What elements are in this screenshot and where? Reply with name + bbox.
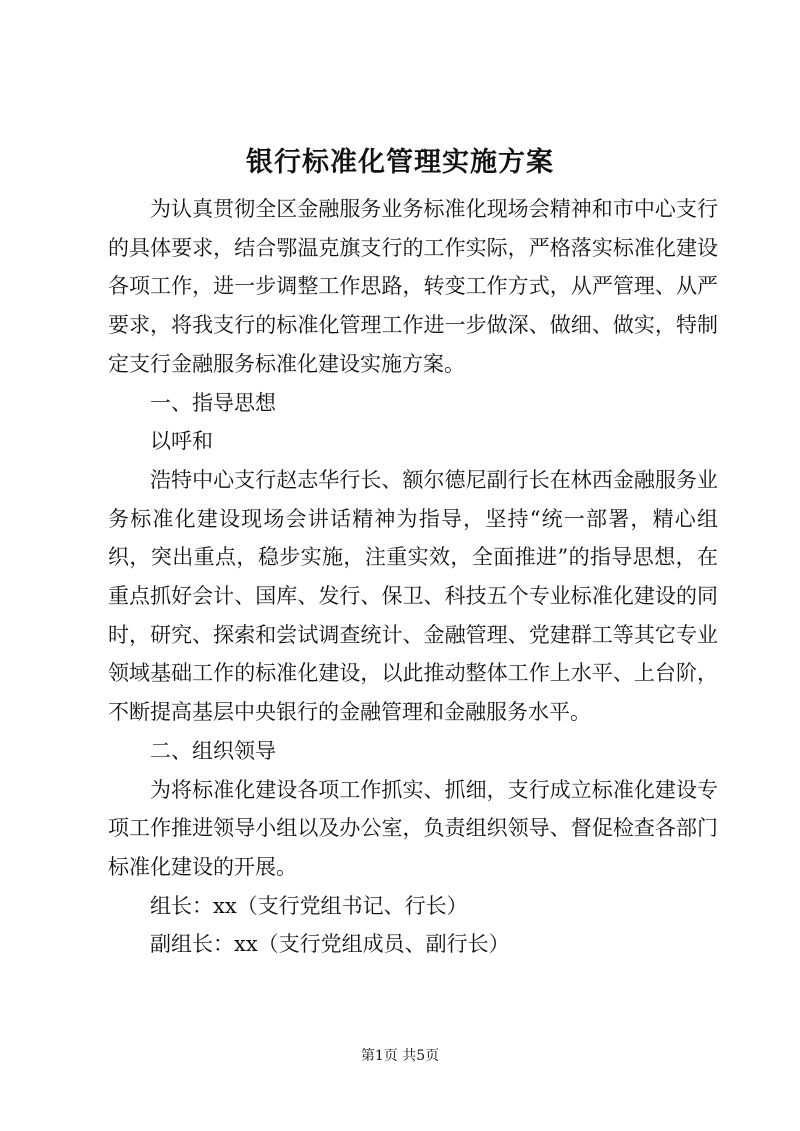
section-heading-guiding-ideology: 一、指导思想 bbox=[150, 390, 276, 415]
section-heading-organization: 二、组织领导 bbox=[150, 738, 276, 763]
page-footer: 第1页 共5页 bbox=[360, 1048, 440, 1064]
intro-paragraph: 为认真贯彻全区金融服务业务标准化现场会精神和市中心支行的具体要求，结合鄂温克旗支行的工作实际，严格落实标准化建设各项工作，进一步调整工作思路，转变工作方式，从严管理、从严要求，将我支行的标准化管理工作进一步做深、做细、做实，特制定支行金融服务标准化建设实施方案。 bbox=[108, 197, 718, 376]
document-title: 银行标准化管理实施方案 bbox=[246, 147, 554, 178]
organization-paragraph: 为将标准化建设各项工作抓实、抓细，支行成立标准化建设专项工作推进领导小组以及办公室，负责组织领导、督促检查各部门标准化建设的开展。 bbox=[108, 777, 718, 879]
document-body bbox=[108, 190, 718, 964]
guiding-ideology-paragraph: 浩特中心支行赵志华行长、额尔德尼副行长在林西金融服务业务标准化建设现场会讲话精神为指导，坚持“统一部署，精心组织，突出重点，稳步实施，注重实效，全面推进”的指导思想，在重点抓好会计、国库、发行、保卫、科技五个专业标准化建设的同时，研究、探索和尝试调查统计、金融管理、党建群工等其它专业领域基础工作的标准化建设，以此推动整体工作上水平、上台阶，不断提高基层中央银行的金融管理和金融服务水平。 bbox=[108, 467, 718, 725]
deputy-leader-line: 副组长：xx（支行党组成员、副行长） bbox=[150, 932, 510, 957]
paragraph-fragment: 以呼和 bbox=[150, 429, 213, 454]
team-leader-line: 组长：xx（支行党组书记、行长） bbox=[150, 893, 468, 918]
